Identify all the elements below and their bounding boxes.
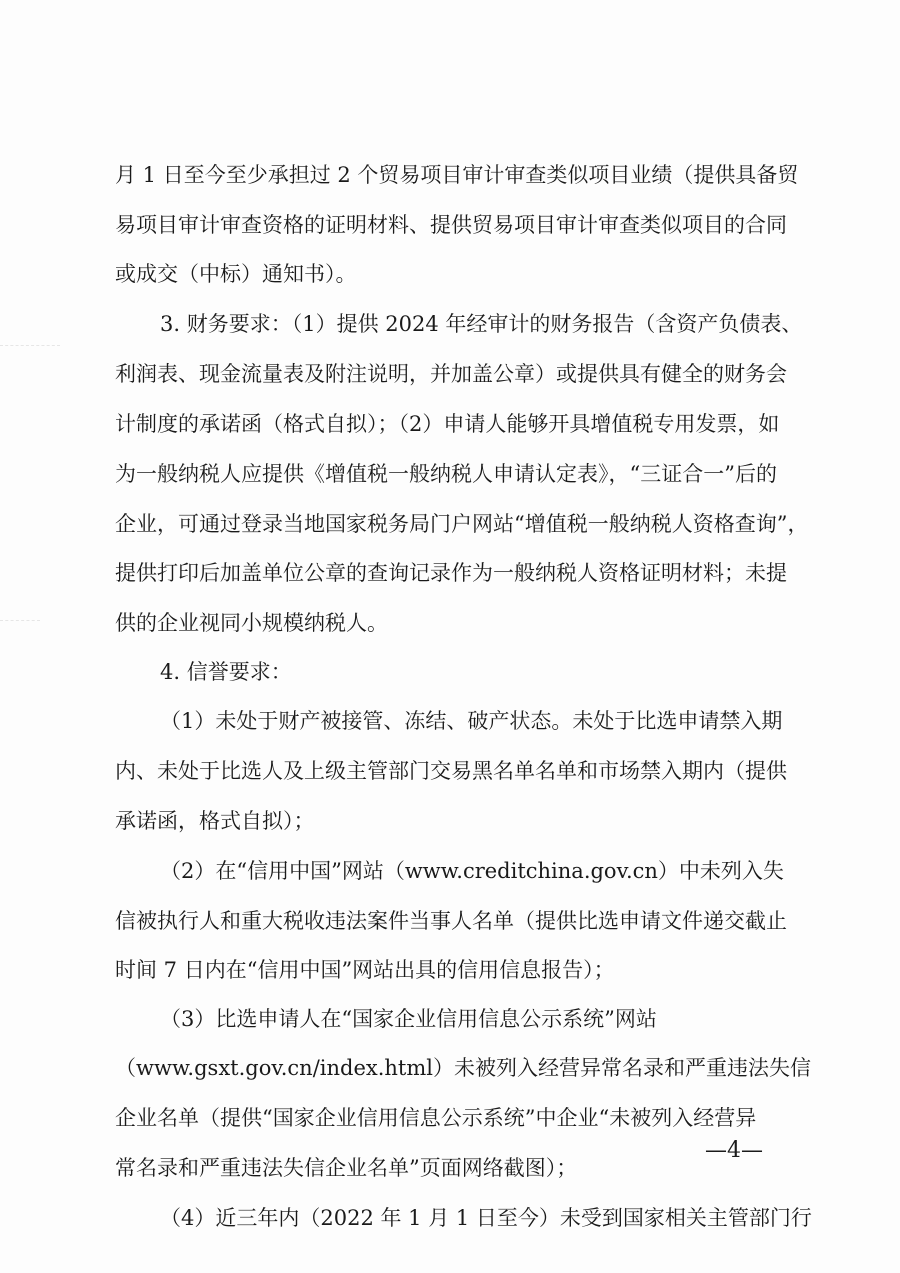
text-line: 供的企业视同小规模纳税人。: [115, 611, 388, 635]
text-line: （www.gsxt.gov.cn/index.html）未被列入经营异常名录和严重违法失信: [115, 1056, 812, 1080]
text-line: 为一般纳税人应提供《增值税一般纳税人申请认定表》，“三证合一”后的: [115, 462, 777, 486]
list-item: （3）比选申请人在“国家企业信用信息公示系统”网站: [160, 1007, 657, 1031]
page-number: —4—: [705, 1138, 763, 1163]
text-line: 或成交（中标）通知书）。: [115, 262, 357, 286]
text-line: 易项目审计审查资格的证明材料、提供贸易项目审计审查类似项目的合同: [115, 213, 787, 237]
text-line: 企业名单（提供“国家企业信用信息公示系统”中企业“未被列入经营异: [115, 1106, 757, 1130]
text-line: 时间 7 日内在“信用中国”网站出具的信用信息报告）；: [115, 958, 615, 982]
list-item: （4）近三年内（2022 年 1 月 1 日至今）未受到国家相关主管部门行: [160, 1206, 812, 1230]
text-line: 利润表、现金流量表及附注说明，并加盖公章）或提供具有健全的财务会: [115, 362, 787, 386]
list-item: （2）在“信用中国”网站（www.creditchina.gov.cn）中未列入失: [160, 859, 784, 883]
scan-artifact: [0, 620, 40, 621]
text-line: 信被执行人和重大税收违法案件当事人名单（提供比选申请文件递交截止: [115, 909, 787, 933]
text-line: 常名录和严重违法失信企业名单”页面网络截图）；: [115, 1156, 578, 1180]
text-line: 计制度的承诺函（格式自拟）；（2）申请人能够开具增值税专用发票，如: [115, 412, 780, 436]
scan-artifact: [0, 345, 60, 346]
text-line: 企业，可通过登录当地国家税务局门户网站“增值税一般纳税人资格查询”，: [115, 512, 809, 536]
text-line: 内、未处于比选人及上级主管部门交易黑名单名单和市场禁入期内（提供: [115, 759, 787, 783]
text-line: 月 1 日至今至少承担过 2 个贸易项目审计审查类似项目业绩（提供具备贸: [115, 163, 799, 187]
text-line: 承诺函，格式自拟）；: [115, 809, 315, 833]
text-line: 提供打印后加盖单位公章的查询记录作为一般纳税人资格证明材料；未提: [115, 561, 787, 585]
section-heading-credit: 4. 信誉要求：: [160, 660, 292, 684]
section-heading-finance: 3. 财务要求：（1）提供 2024 年经审计的财务报告（含资产负债表、: [160, 312, 803, 336]
list-item: （1）未处于财产被接管、冻结、破产状态。未处于比选申请禁入期: [160, 709, 783, 733]
